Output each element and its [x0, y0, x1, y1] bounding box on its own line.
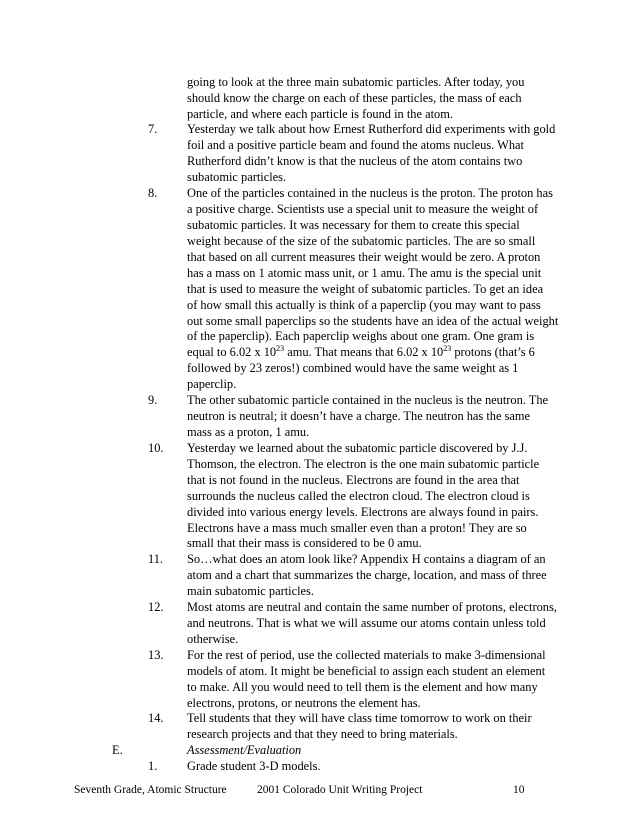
list-number: 7. [148, 122, 158, 136]
footer-center: 2001 Colorado Unit Writing Project [257, 784, 423, 796]
list-item-line: Yesterday we talk about how Ernest Rutherford did experiments with gold [187, 122, 556, 136]
section-title: Assessment/Evaluation [187, 743, 302, 757]
list-item-line: Grade student 3-D models. [187, 759, 321, 773]
list-item-line: One of the particles contained in the nucleus is the proton. The proton has [187, 186, 553, 200]
list-item-line: subatomic particles. [187, 170, 287, 184]
list-number: 11. [148, 552, 164, 566]
list-item-line: weight because of the size of the subatomic particles. The are so small [187, 234, 536, 248]
page-number: 10 [513, 784, 525, 796]
list-item-line: followed by 23 zeros!) combined would have the same weight as 1 [187, 361, 519, 375]
list-item-line: of how small this actually is think of a paperclip (you may want to pass [187, 298, 541, 312]
list-item-line-superscript [187, 344, 535, 360]
list-item-line: to make. All you would need to tell them is the element and how many [187, 680, 538, 694]
exponent: 23 [443, 344, 452, 353]
footer-left: Seventh Grade, Atomic Structure [74, 784, 227, 796]
list-item-line: small that their mass is considered to be 0 amu. [187, 536, 422, 550]
text-run: amu. That means that 6.02 x 10 [284, 345, 444, 359]
list-number: 8. [148, 186, 158, 200]
text-run: equal to 6.02 x 10 [187, 345, 277, 359]
text-run: protons (that’s 6 [451, 345, 535, 359]
list-item-line: has a mass on 1 atomic mass unit, or 1 amu. The amu is the special unit [187, 266, 542, 280]
list-item-line: subatomic particles. It was necessary for them to create this special [187, 218, 520, 232]
list-item-line: research projects and that they need to bring materials. [187, 727, 458, 741]
list-item-line: that is used to measure the weight of subatomic particles. To get an idea [187, 282, 544, 296]
list-number: 10. [148, 441, 164, 455]
list-item-line: For the rest of period, use the collected materials to make 3-dimensional [187, 648, 546, 662]
list-number: 13. [148, 648, 164, 662]
exponent: 23 [276, 344, 285, 353]
intro-line: going to look at the three main subatomic particles. After today, you [187, 75, 525, 89]
list-item-line: foil and a positive particle beam and found the atoms nucleus. What [187, 138, 524, 152]
list-item-line: divided into various energy levels. Electrons are always found in pairs. [187, 505, 539, 519]
list-item-line: Most atoms are neutral and contain the same number of protons, electrons, [187, 600, 557, 614]
list-item-line: a positive charge. Scientists use a special unit to measure the weight of [187, 202, 539, 216]
list-item-line: Thomson, the electron. The electron is the one main subatomic particle [187, 457, 540, 471]
list-item-line: So…what does an atom look like? Appendix H contains a diagram of an [187, 552, 546, 566]
list-item-line: paperclip. [187, 377, 237, 391]
list-item-line: of the paperclip). Each paperclip weighs about one gram. One gram is [187, 329, 535, 343]
list-item-line: neutron is neutral; it doesn’t have a charge. The neutron has the same [187, 409, 531, 423]
list-item-line: otherwise. [187, 632, 239, 646]
list-item-line: The other subatomic particle contained in the nucleus is the neutron. The [187, 393, 549, 407]
list-item-line: mass as a proton, 1 amu. [187, 425, 310, 439]
list-item-line: and neutrons. That is what we will assume our atoms contain unless told [187, 616, 546, 630]
list-item-line: that is not found in the nucleus. Electrons are found in the area that [187, 473, 520, 487]
list-item-line: models of atom. It might be beneficial to assign each student an element [187, 664, 546, 678]
list-number: 1. [148, 759, 158, 773]
list-item-line: Electrons have a mass much smaller even than a proton! They are so [187, 521, 527, 535]
list-item-line: surrounds the nucleus called the electron cloud. The electron cloud is [187, 489, 530, 503]
list-item-line: atom and a chart that summarizes the charge, location, and mass of three [187, 568, 547, 582]
list-item-line: Tell students that they will have class time tomorrow to work on their [187, 711, 532, 725]
list-number: 9. [148, 393, 158, 407]
intro-line: particle, and where each particle is found in the atom. [187, 107, 453, 121]
list-item-line: Rutherford didn’t know is that the nucleus of the atom contains two [187, 154, 523, 168]
list-item-line: electrons, protons, or neutrons the element has. [187, 696, 421, 710]
list-item-line: Yesterday we learned about the subatomic particle discovered by J.J. [187, 441, 528, 455]
section-letter: E. [112, 743, 123, 757]
list-item-line: out some small paperclips so the students have an idea of the actual weight [187, 314, 559, 328]
intro-line: should know the charge on each of these particles, the mass of each [187, 91, 522, 105]
list-number: 12. [148, 600, 164, 614]
list-item-line: main subatomic particles. [187, 584, 314, 598]
list-item-line: that based on all current measures their weight would be zero. A proton [187, 250, 541, 264]
list-number: 14. [148, 711, 164, 725]
